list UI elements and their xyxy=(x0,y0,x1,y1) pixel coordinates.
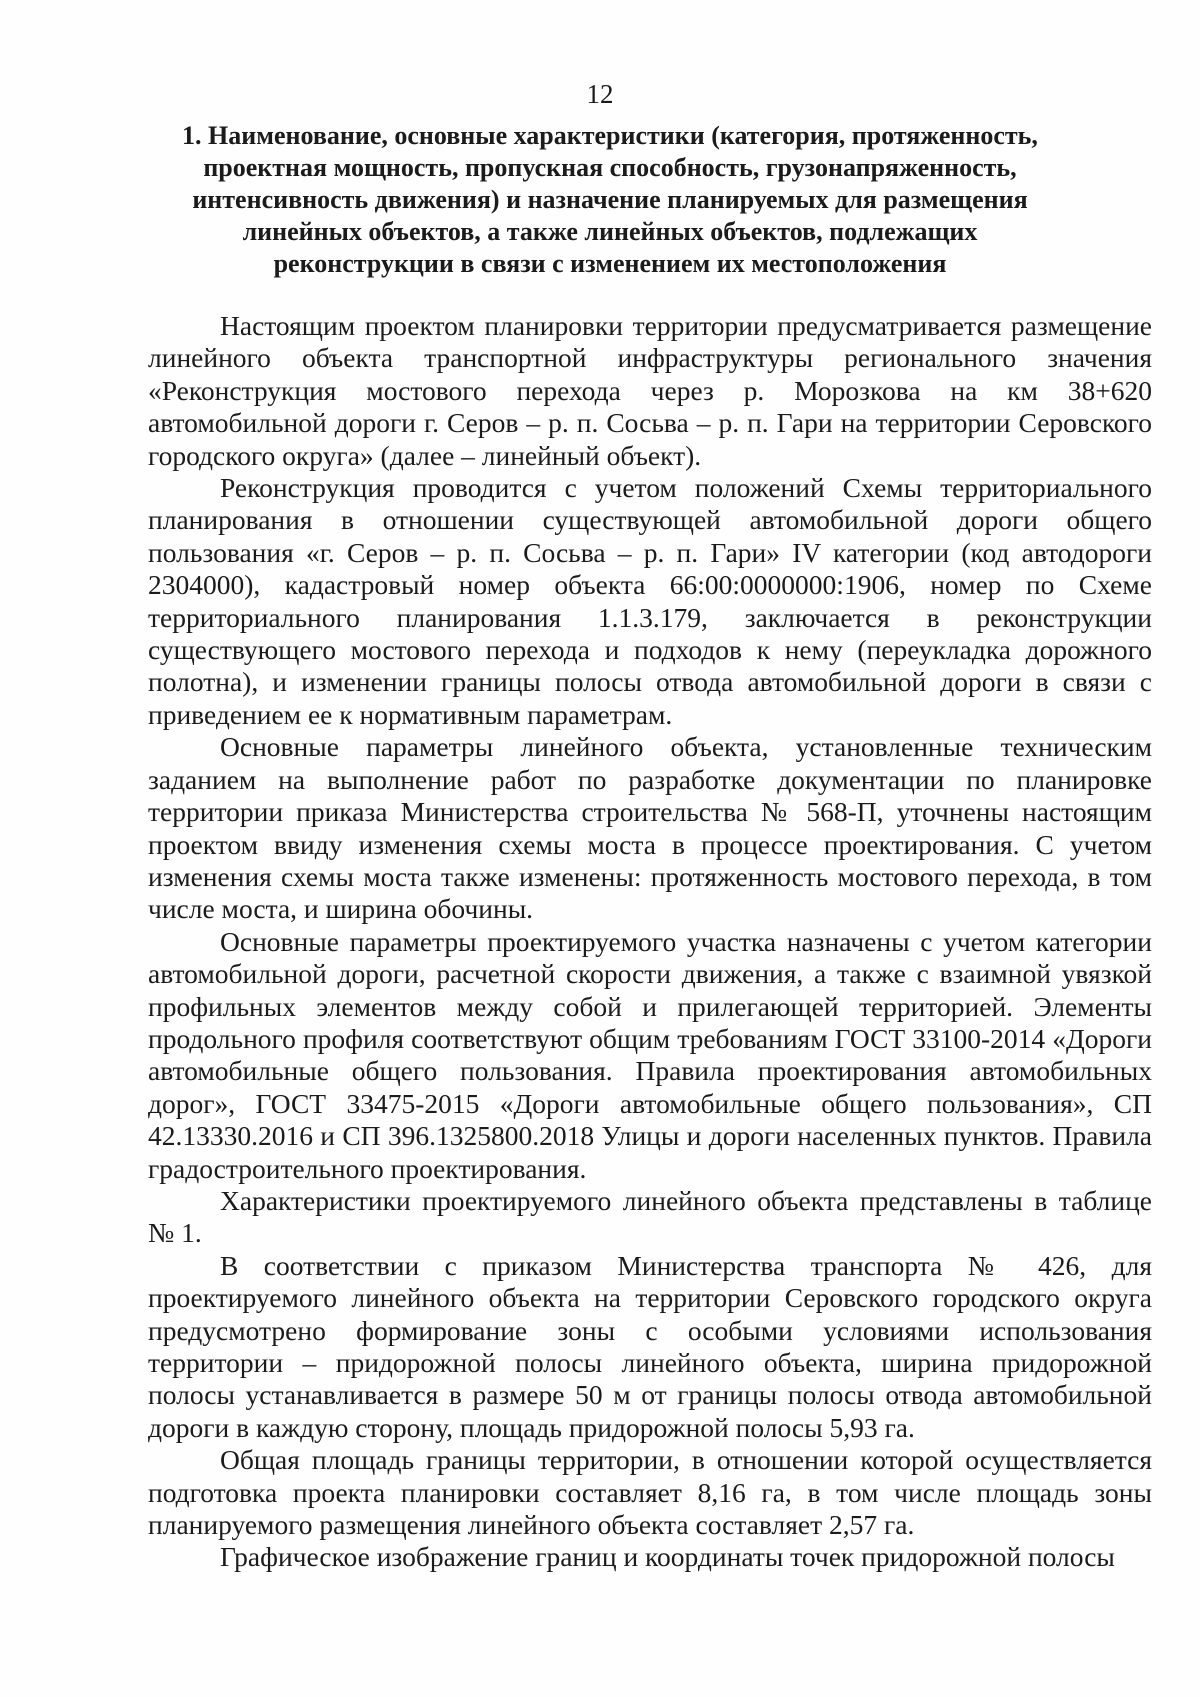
body-text xyxy=(148,310,1152,1574)
section-heading: 1. Наименование, основные характеристики (категория, протяженность, проектная мощность, пропускная способность, грузонапряженность, интенсивность движения) и назначение планируемых для размещения линейных объектов, а также линейных объектов, подлежащих реконструкции в связи с изменением их местоположения xyxy=(182,121,1038,278)
page-number: 12 xyxy=(586,79,614,109)
paragraph: Основные параметры проектируемого участка назначены с учетом категории автомобильной дороги, расчетной скорости движения, а также с взаимной увязкой профильных элементов между собой и прилегающей территорией. Элементы продольного профиля соответствуют общим требованиям ГОСТ 33100-2014 «Дороги автомобильные общего пользования. Правила проектирования автомобильных дорог», ГОСТ 33475-2015 «Дороги автомобильные общего пользования», СП 42.13330.2016 и СП 396.1325800.2018 Улицы и дороги населенных пунктов. Правила градостроительного проектирования. xyxy=(148,925,1152,1184)
paragraph: Общая площадь границы территории, в отношении которой осуществляется подготовка проекта планировки составляет 8,16 га, в том числе площадь зоны планируемого размещения линейного объекта составляет 2,57 га. xyxy=(148,1444,1152,1541)
paragraph: Настоящим проектом планировки территории предусматривается размещение линейного объекта транспортной инфраструктуры регионального значения «Реконструкция мостового перехода через р. Морозкова на км 38+620 автомобильной дороги г. Серов – р. п. Сосьва – р. п. Гари на территории Серовского городского округа» (далее – линейный объект). xyxy=(148,310,1152,471)
paragraph: Реконструкция проводится с учетом положений Схемы территориального планирования в отношении существующей автомобильной дороги общего пользования «г. Серов – р. п. Сосьва – р. п. Гари» IV категории (код автодороги 2304000), кадастровый номер объекта 66:00:0000000:1906, номер по Схеме территориального планирования 1.1.3.179, заключается в реконструкции существующего мостового перехода и подходов к нему (переукладка дорожного полотна), и изменении границы полосы отвода автомобильной дороги в связи с приведением ее к нормативным параметрам. xyxy=(148,472,1152,730)
paragraph: В соответствии с приказом Министерства транспорта № 426, для проектируемого линейного объекта на территории Серовского городского округа предусмотрено формирование зоны с особыми условиями использования территории – придорожной полосы линейного объекта, ширина придорожной полосы устанавливается в размере 50 м от границы полосы отвода автомобильной дороги в каждую сторону, площадь придорожной полосы 5,93 га. xyxy=(148,1249,1152,1443)
paragraph: Характеристики проектируемого линейного объекта представлены в таблице № 1. xyxy=(148,1184,1152,1249)
paragraph: Графическое изображение границ и координаты точек придорожной полосы xyxy=(220,1541,1115,1573)
paragraph: Основные параметры линейного объекта, установленные техническим заданием на выполнение работ по разработке документации по планировке территории приказа Министерства строительства № 568-П, уточнены настоящим проектом ввиду изменения схемы моста в процессе проектирования. С учетом изменения схемы моста также изменены: протяженность мостового перехода, в том числе моста, и ширина обочины. xyxy=(148,731,1152,925)
